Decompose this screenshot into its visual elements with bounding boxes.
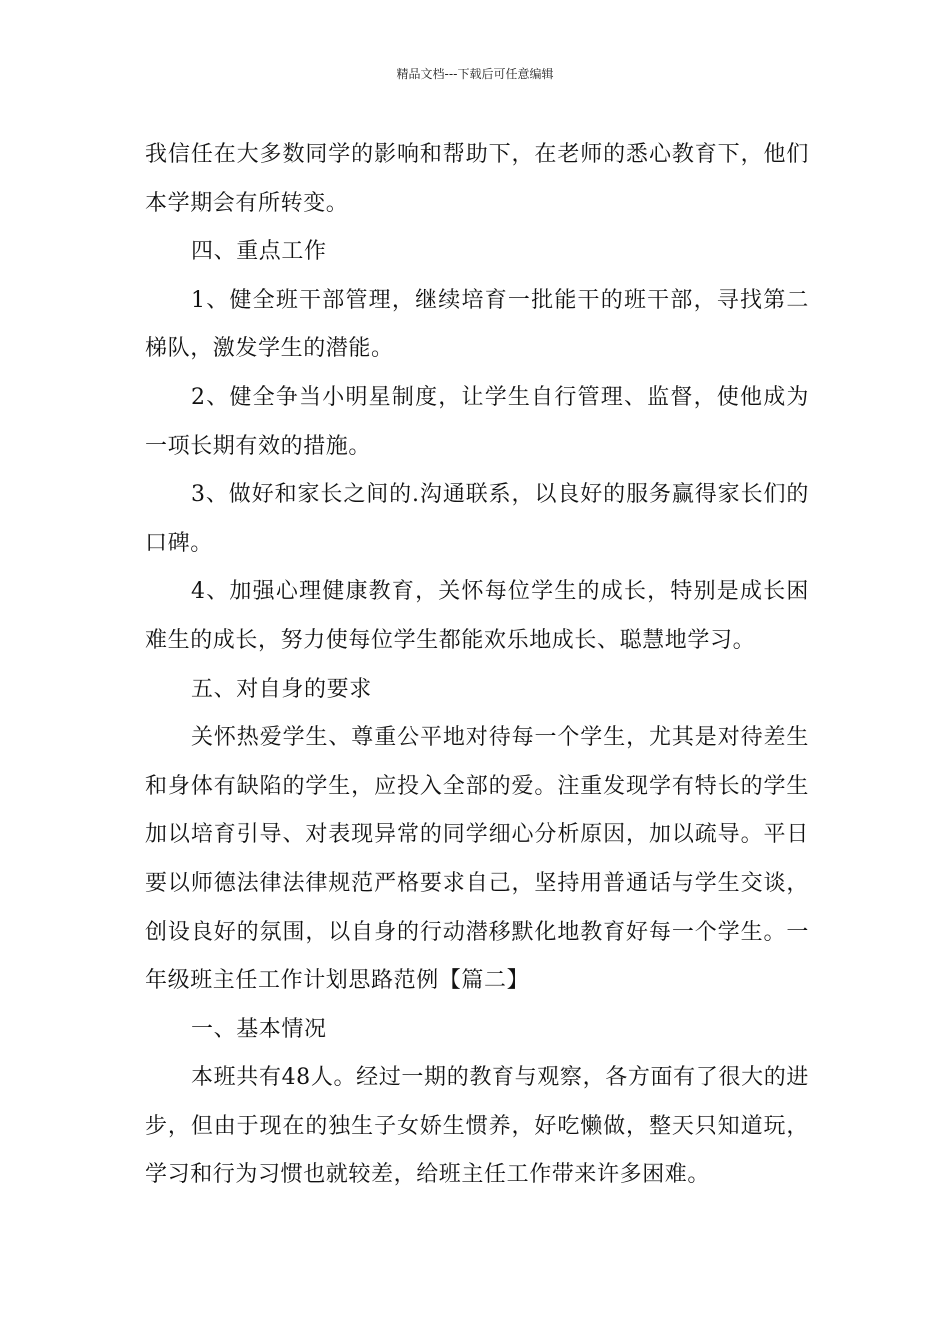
page-header: 精品文档---下载后可任意编辑 [396,67,554,81]
paragraph-self-requirements: 关怀热爱学生、尊重公平地对待每一个学生，尤其是对待差生和身体有缺陷的学生，应投入全部的爱。注重发现学有特长的学生加以培育引导、对表现异常的同学细心分析原因，加以疏导。平日要以师德法律法律规范严格要求自己，坚持用普通话与学生交谈，创设良好的氛围，以自身的行动潜移默化地教育好每一个学生。一年级班主任工作计划思路范例【篇二】 [145,725,809,994]
section-heading-key-work: 四、重点工作 [191,239,327,265]
section-heading-self-requirements: 五、对自身的要求 [191,676,372,702]
document-body [145,131,809,1200]
section-heading-basic-situation: 一、基本情况 [191,1016,327,1042]
list-item-3: 3、做好和家长之间的.沟通联系，以良好的服务赢得家长们的口碑。 [145,482,809,556]
list-item-4: 4、加强心理健康教育，关怀每位学生的成长，特别是成长困难生的成长，努力使每位学生都能欢乐地成长、聪慧地学习。 [145,579,809,653]
paragraph-continuation: 我信任在大多数同学的影响和帮助下，在老师的悉心教育下，他们本学期会有所转变。 [145,142,809,216]
list-item-1: 1、健全班干部管理，继续培育一批能干的班干部，寻找第二梯队，激发学生的潜能。 [145,287,809,362]
list-item-2: 2、健全争当小明星制度，让学生自行管理、监督，使他成为一项长期有效的措施。 [145,384,809,459]
paragraph-basic-situation: 本班共有48人。经过一期的教育与观察，各方面有了很大的进步，但由于现在的独生子女娇生惯养，好吃懒做，整天只知道玩，学习和行为习惯也就较差，给班主任工作带来许多困难。 [145,1065,809,1188]
